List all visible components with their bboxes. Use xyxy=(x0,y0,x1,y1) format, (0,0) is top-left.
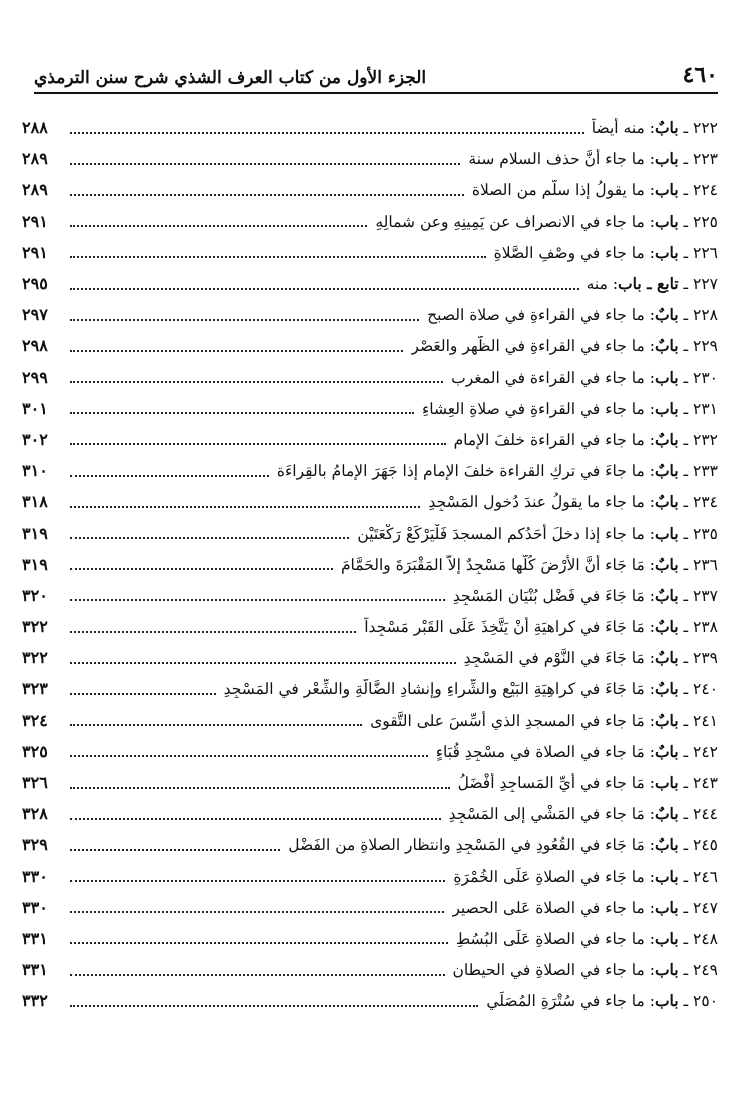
entry-page: ٣٢٢ xyxy=(22,617,48,637)
entry-title: منه xyxy=(586,275,608,294)
entry-label: باب xyxy=(654,897,679,917)
entry-title: ما جاء في الصلاة عَلى الحصير xyxy=(452,898,645,917)
toc-entry xyxy=(22,237,718,268)
entry-label: بابٌ xyxy=(654,554,679,574)
entry-page: ٢٩٨ xyxy=(22,336,48,356)
entry-number: ٢٤٤ xyxy=(693,805,718,824)
entry-label: باب xyxy=(654,398,679,418)
entry-page: ٢٨٨ xyxy=(22,118,48,138)
dot-leader xyxy=(70,225,367,227)
toc-entry xyxy=(22,112,718,143)
dot-leader xyxy=(70,974,445,976)
entry-number: ٢٢٥ xyxy=(693,212,718,231)
entry-page: ٣١٩ xyxy=(22,554,48,574)
dot-leader xyxy=(70,132,584,134)
entry-number: ٢٣٢ xyxy=(693,430,718,449)
toc-entry xyxy=(22,611,718,642)
toc-entry xyxy=(22,798,718,829)
entry-number: ٢٢٩ xyxy=(693,337,718,356)
toc-entry xyxy=(22,954,718,985)
dot-leader xyxy=(70,880,445,882)
entry-number: ٢٤٠ xyxy=(693,680,718,699)
dot-leader xyxy=(70,599,445,601)
entry-page: ٣٣٢ xyxy=(22,991,48,1011)
toc-entry-text: ٢٤٠ ـ بابٌ: مَا جَاءَ في كراهِيَةِ البَيْعِ والشِّراءِ وإنشادِ الضَّالَّةِ والشِّعْرِ في المَسْجِدِ xyxy=(223,679,718,699)
toc-entry xyxy=(22,206,718,237)
entry-page: ٢٩١ xyxy=(22,211,48,231)
toc-entry xyxy=(22,985,718,1016)
entry-title: منه أيضاً xyxy=(591,119,645,138)
entry-page: ٣٢٣ xyxy=(22,679,48,699)
entry-title: مَا جَاء في القُعُودِ في المَسْجِدِ وانتظار الصلاةِ من الفَضْلِ xyxy=(288,836,645,855)
toc-entry xyxy=(22,736,718,767)
dot-leader xyxy=(70,1005,478,1007)
dot-leader xyxy=(70,911,444,913)
entry-title: مَا جَاءَ في النَّوْمِ في المَسْجِدِ xyxy=(463,649,645,668)
entry-label: باب xyxy=(654,523,679,543)
entry-title: مَا جاء في الصلاة في مسْجِدِ قُبَاءٍ xyxy=(435,742,645,761)
entry-label: باب xyxy=(654,866,679,886)
toc-entry xyxy=(22,767,718,798)
toc-entry-text: ٢٣٨ ـ بابٌ: مَا جَاءَ في كراهيَةِ أنْ يَتَّخِذَ عَلَى القَبْرِ مَسْجِداً xyxy=(364,617,718,637)
dot-leader xyxy=(70,568,333,570)
entry-title: ما جاء في القراءة خلفَ الإمام xyxy=(453,430,645,449)
entry-title: ما جاء في وصْفِ الصَّلاةِ xyxy=(493,243,645,262)
toc-entry-text: ٢٣٧ ـ بابٌ: مَا جَاءَ في فَضْلِ بُنْيَانِ المَسْجِدِ xyxy=(452,585,718,605)
entry-title: ما جاء أنَّ حذف السلام سنة xyxy=(468,150,645,169)
entry-title: ما جاء في القراءةِ في صلاةِ العِشاءِ xyxy=(421,399,645,418)
toc-entry xyxy=(22,673,718,704)
entry-number: ٢٣٣ xyxy=(693,462,718,481)
toc-entry xyxy=(22,923,718,954)
toc-entry-text: ٢٤١ ـ بابٌ: مَا جاء في المسجدِ الذي أُسِّسَ على التَّقوى xyxy=(370,710,718,730)
toc-entry-text: ٢٣٠ ـ باب: ما جاء في القراءة في المغرب xyxy=(451,367,718,387)
dot-leader xyxy=(70,256,486,258)
entry-number: ٢٣٨ xyxy=(693,618,718,637)
toc-entry-text: ٢٤٢ ـ بابٌ: مَا جاء في الصلاة في مسْجِدِ قُبَاءٍ xyxy=(435,741,718,761)
entry-number: ٢٣٦ xyxy=(693,555,718,574)
entry-title: ما يقولُ إذا سلَّم من الصلاة xyxy=(471,181,645,200)
toc-entry xyxy=(22,455,718,486)
toc-entry-text: ٢٤٧ ـ باب: ما جاء في الصلاة عَلى الحصير xyxy=(452,897,718,917)
dot-leader xyxy=(70,163,460,165)
entry-label: بابٌ xyxy=(654,585,679,605)
toc-entry xyxy=(22,705,718,736)
toc-entry xyxy=(22,174,718,205)
entry-page: ٣٢٦ xyxy=(22,773,48,793)
entry-number: ٢٣٤ xyxy=(693,493,718,512)
dot-leader xyxy=(70,849,280,851)
entry-title: مَا جاء في المَشْيِ إلى المَسْجِدِ xyxy=(448,805,645,824)
entry-label: باب xyxy=(654,928,679,948)
entry-page: ٣٠١ xyxy=(22,398,48,418)
entry-page: ٢٩٩ xyxy=(22,367,48,387)
entry-label: بابٌ xyxy=(654,835,679,855)
dot-leader xyxy=(70,537,349,539)
toc-entry-text: ٢٢٢ ـ بابٌ: منه أيضاً xyxy=(591,118,718,138)
toc-entry-text: ٢٣٦ ـ بابٌ: مَا جَاء أنَّ الأرْضَ كُلَّها مَسْجِدٌ إلاَّ المَقْبَرَةَ والحَمَّامَ xyxy=(340,554,718,574)
entry-label: باب xyxy=(654,180,679,200)
toc-entry-text: ٢٥٠ ـ باب: ما جاء في سُتْرَةِ المُصَلِّي xyxy=(486,991,718,1011)
entry-number: ٢٢٣ xyxy=(693,150,718,169)
dot-leader xyxy=(70,443,446,445)
entry-title: ما جاء في الانصراف عن يَمِينِهِ وعن شمالِهِ xyxy=(375,212,645,231)
dot-leader xyxy=(70,319,419,321)
toc-entry-text: ٢٤٦ ـ باب: ما جَاء في الصلاةِ عَلَى الخُمْرَةِ xyxy=(453,866,718,886)
entry-title: مَا جَاءَ في كراهِيَةِ البَيْعِ والشِّراءِ وإنشادِ الضَّالَّةِ والشِّعْرِ في المَسْجِدِ xyxy=(223,680,645,699)
entry-page: ٣٢٠ xyxy=(22,585,48,605)
toc-entry-text: ٢٢٥ ـ باب: ما جاء في الانصراف عن يَمِينِهِ وعن شمالِهِ xyxy=(375,211,718,231)
entry-number: ٢٤٩ xyxy=(693,961,718,980)
entry-page: ٣١٨ xyxy=(22,492,48,512)
toc-entry-text: ٢٢٣ ـ باب: ما جاء أنَّ حذف السلام سنة xyxy=(468,149,718,169)
entry-title: ما جاء إذا دخلَ أحَدُكم المسجدَ فَلْيَرْكَعْ رَكْعَتَيْنِ xyxy=(357,524,645,543)
toc-entry-text: ٢٢٤ ـ باب: ما يقولُ إذا سلَّم من الصلاة xyxy=(471,180,718,200)
toc-entry-text: ٢٤٩ ـ باب: ما جاء في الصلاةِ في الحيطانِ xyxy=(452,960,718,980)
entry-title: مَا جَاءَ في فَضْلِ بُنْيَانِ المَسْجِدِ xyxy=(452,586,645,605)
entry-label: بابٌ xyxy=(654,305,679,325)
entry-page: ٢٨٩ xyxy=(22,149,48,169)
dot-leader xyxy=(70,693,216,695)
entry-title: مَا جَاء أنَّ الأرْضَ كُلَّها مَسْجِدٌ إلاَّ المَقْبَرَةَ والحَمَّامَ xyxy=(340,555,645,574)
entry-title: ما جاء في سُتْرَةِ المُصَلِّي xyxy=(486,992,645,1011)
entry-title: ما جاء في القراءةِ في صلاة الصبح xyxy=(427,306,645,325)
toc-entry-text: ٢٢٦ ـ باب: ما جاء في وصْفِ الصَّلاةِ xyxy=(493,242,718,262)
dot-leader xyxy=(70,194,464,196)
entry-number: ٢٣٧ xyxy=(693,586,718,605)
entry-number: ٢٢٤ xyxy=(693,181,718,200)
page-header xyxy=(34,58,718,94)
entry-number: ٢٤٥ xyxy=(693,836,718,855)
toc-entry xyxy=(22,517,718,548)
toc-entry-text: ٢٤٤ ـ بابٌ: مَا جاء في المَشْيِ إلى المَسْجِدِ xyxy=(448,804,718,824)
entry-label: باب xyxy=(654,991,679,1011)
entry-number: ٢٤٧ xyxy=(693,898,718,917)
entry-label: باب xyxy=(654,149,679,169)
toc-entry-text: ٢٢٧ ـ تابع ـ باب: منه xyxy=(586,274,718,294)
running-title: الجزء الأول من كتاب العرف الشذي شرح سنن الترمذي xyxy=(34,68,427,88)
toc-entry-text: ٢٣٩ ـ بابٌ: مَا جَاءَ في النَّوْمِ في المَسْجِدِ xyxy=(463,648,718,668)
entry-page: ٣٠٢ xyxy=(22,429,48,449)
toc-entry xyxy=(22,486,718,517)
entry-page: ٢٩٧ xyxy=(22,305,48,325)
dot-leader xyxy=(70,506,420,508)
entry-page: ٣٢٥ xyxy=(22,741,48,761)
toc-entry xyxy=(22,330,718,361)
entry-label: بابٌ xyxy=(654,679,679,699)
dot-leader xyxy=(70,755,428,757)
entry-label: بابٌ xyxy=(654,336,679,356)
entry-label: بابٌ xyxy=(654,492,679,512)
dot-leader xyxy=(70,381,443,383)
entry-page: ٢٩١ xyxy=(22,242,48,262)
entry-page: ٣١٩ xyxy=(22,523,48,543)
toc-entry-text: ٢٤٨ ـ باب: ما جاء في الصلاةِ عَلَى البُسُطِ xyxy=(455,928,718,948)
entry-number: ٢٣١ xyxy=(693,399,718,418)
entry-number: ٢٤٨ xyxy=(693,929,718,948)
entry-title: ما جاء ما يقولُ عندَ دُخولِ المَسْجِدِ xyxy=(428,493,645,512)
toc-entry xyxy=(22,642,718,673)
entry-label: بابٌ xyxy=(654,118,679,138)
dot-leader xyxy=(70,475,269,477)
toc-entry-text: ٢٤٣ ـ باب: مَا جاء في أيِّ المَساجِدِ أفْضَلُ xyxy=(457,773,718,793)
entry-page: ٢٨٩ xyxy=(22,180,48,200)
dot-leader xyxy=(70,787,450,789)
entry-number: ٢٥٠ xyxy=(693,992,718,1011)
entry-page: ٣٣٠ xyxy=(22,897,48,917)
entry-number: ٢٢٢ xyxy=(693,119,718,138)
entry-label: بابٌ xyxy=(654,804,679,824)
dot-leader xyxy=(70,288,579,290)
toc-entry xyxy=(22,143,718,174)
entry-page: ٣١٠ xyxy=(22,461,48,481)
entry-title: ما جاءَ في تركِ القراءة خلفَ الإمام إذا جَهَرَ الإمامُ بالقِراءَة xyxy=(276,462,645,481)
entry-title: ما جاء في القراءة في المغرب xyxy=(451,368,645,387)
entry-number: ٢٤٦ xyxy=(693,867,718,886)
entry-number: ٢٣٥ xyxy=(693,524,718,543)
entry-label: تابع ـ باب xyxy=(618,274,679,294)
dot-leader xyxy=(70,412,414,414)
toc-entry-text: ٢٢٩ ـ بابٌ: ما جاء في القراءةِ في الظُّهرِ والعَصْرِ xyxy=(411,336,718,356)
toc-entry xyxy=(22,393,718,424)
dot-leader xyxy=(70,818,441,820)
entry-label: باب xyxy=(654,960,679,980)
entry-label: بابٌ xyxy=(654,461,679,481)
toc-entry-text: ٢٤٥ ـ بابٌ: مَا جَاء في القُعُودِ في المَسْجِدِ وانتظار الصلاةِ من الفَضْلِ xyxy=(288,835,718,855)
entry-title: ما جاء في الصلاةِ عَلَى البُسُطِ xyxy=(455,929,645,948)
entry-number: ٢٤٣ xyxy=(693,774,718,793)
dot-leader xyxy=(70,662,456,664)
toc-entry xyxy=(22,861,718,892)
entry-title: ما جَاء في الصلاةِ عَلَى الخُمْرَةِ xyxy=(453,867,645,886)
entry-title: مَا جاء في المسجدِ الذي أُسِّسَ على التَّقوى xyxy=(370,711,645,730)
entry-label: بابٌ xyxy=(654,710,679,730)
entry-page: ٢٩٥ xyxy=(22,274,48,294)
dot-leader xyxy=(70,631,356,633)
entry-number: ٢٤٢ xyxy=(693,742,718,761)
entry-label: بابٌ xyxy=(654,617,679,637)
entry-page: ٣٣١ xyxy=(22,928,48,948)
toc-entry xyxy=(22,268,718,299)
toc-entry xyxy=(22,299,718,330)
entry-title: ما جاء في القراءةِ في الظُّهرِ والعَصْرِ xyxy=(411,337,645,356)
toc-entry-text: ٢٣٥ ـ باب: ما جاء إذا دخلَ أحَدُكم المسجدَ فَلْيَرْكَعْ رَكْعَتَيْنِ xyxy=(357,523,718,543)
toc-entry-text: ٢٣١ ـ باب: ما جاء في القراءةِ في صلاةِ العِشاءِ xyxy=(421,398,718,418)
entry-label: باب xyxy=(654,211,679,231)
entry-page: ٣٢٤ xyxy=(22,710,48,730)
entry-label: بابٌ xyxy=(654,741,679,761)
dot-leader xyxy=(70,724,362,726)
entry-title: ما جاء في الصلاةِ في الحيطانِ xyxy=(452,961,645,980)
page-number: ٤٦٠ xyxy=(682,62,718,88)
table-of-contents xyxy=(22,112,718,1016)
entry-page: ٣٢٢ xyxy=(22,648,48,668)
toc-entry xyxy=(22,892,718,923)
entry-page: ٣٢٩ xyxy=(22,835,48,855)
entry-label: بابٌ xyxy=(654,429,679,449)
entry-number: ٢٢٦ xyxy=(693,243,718,262)
dot-leader xyxy=(70,942,448,944)
toc-entry-text: ٢٢٨ ـ بابٌ: ما جاء في القراءةِ في صلاة الصبح xyxy=(427,305,718,325)
toc-entry xyxy=(22,549,718,580)
entry-page: ٣٢٨ xyxy=(22,804,48,824)
toc-entry xyxy=(22,829,718,860)
toc-entry xyxy=(22,424,718,455)
entry-label: باب xyxy=(654,773,679,793)
entry-number: ٢٤١ xyxy=(693,711,718,730)
toc-entry-text: ٢٣٢ ـ بابٌ: ما جاء في القراءة خلفَ الإمام xyxy=(453,429,718,449)
toc-entry-text: ٢٣٤ ـ بابٌ: ما جاء ما يقولُ عندَ دُخولِ المَسْجِدِ xyxy=(428,492,718,512)
entry-number: ٢٣٠ xyxy=(693,368,718,387)
entry-label: باب xyxy=(654,242,679,262)
entry-label: باب xyxy=(654,367,679,387)
toc-entry xyxy=(22,362,718,393)
entry-number: ٢٢٧ xyxy=(693,275,718,294)
entry-number: ٢٣٩ xyxy=(693,649,718,668)
entry-page: ٣٣٠ xyxy=(22,866,48,886)
toc-entry xyxy=(22,580,718,611)
entry-number: ٢٢٨ xyxy=(693,306,718,325)
entry-page: ٣٣١ xyxy=(22,960,48,980)
entry-title: مَا جَاءَ في كراهيَةِ أنْ يَتَّخِذَ عَلَى القَبْرِ مَسْجِداً xyxy=(364,618,645,637)
toc-entry-text: ٢٣٣ ـ بابٌ: ما جاءَ في تركِ القراءة خلفَ الإمام إذا جَهَرَ الإمامُ بالقِراءَة xyxy=(276,461,718,481)
entry-label: بابٌ xyxy=(654,648,679,668)
dot-leader xyxy=(70,350,403,352)
entry-title: مَا جاء في أيِّ المَساجِدِ أفْضَلُ xyxy=(457,774,645,793)
